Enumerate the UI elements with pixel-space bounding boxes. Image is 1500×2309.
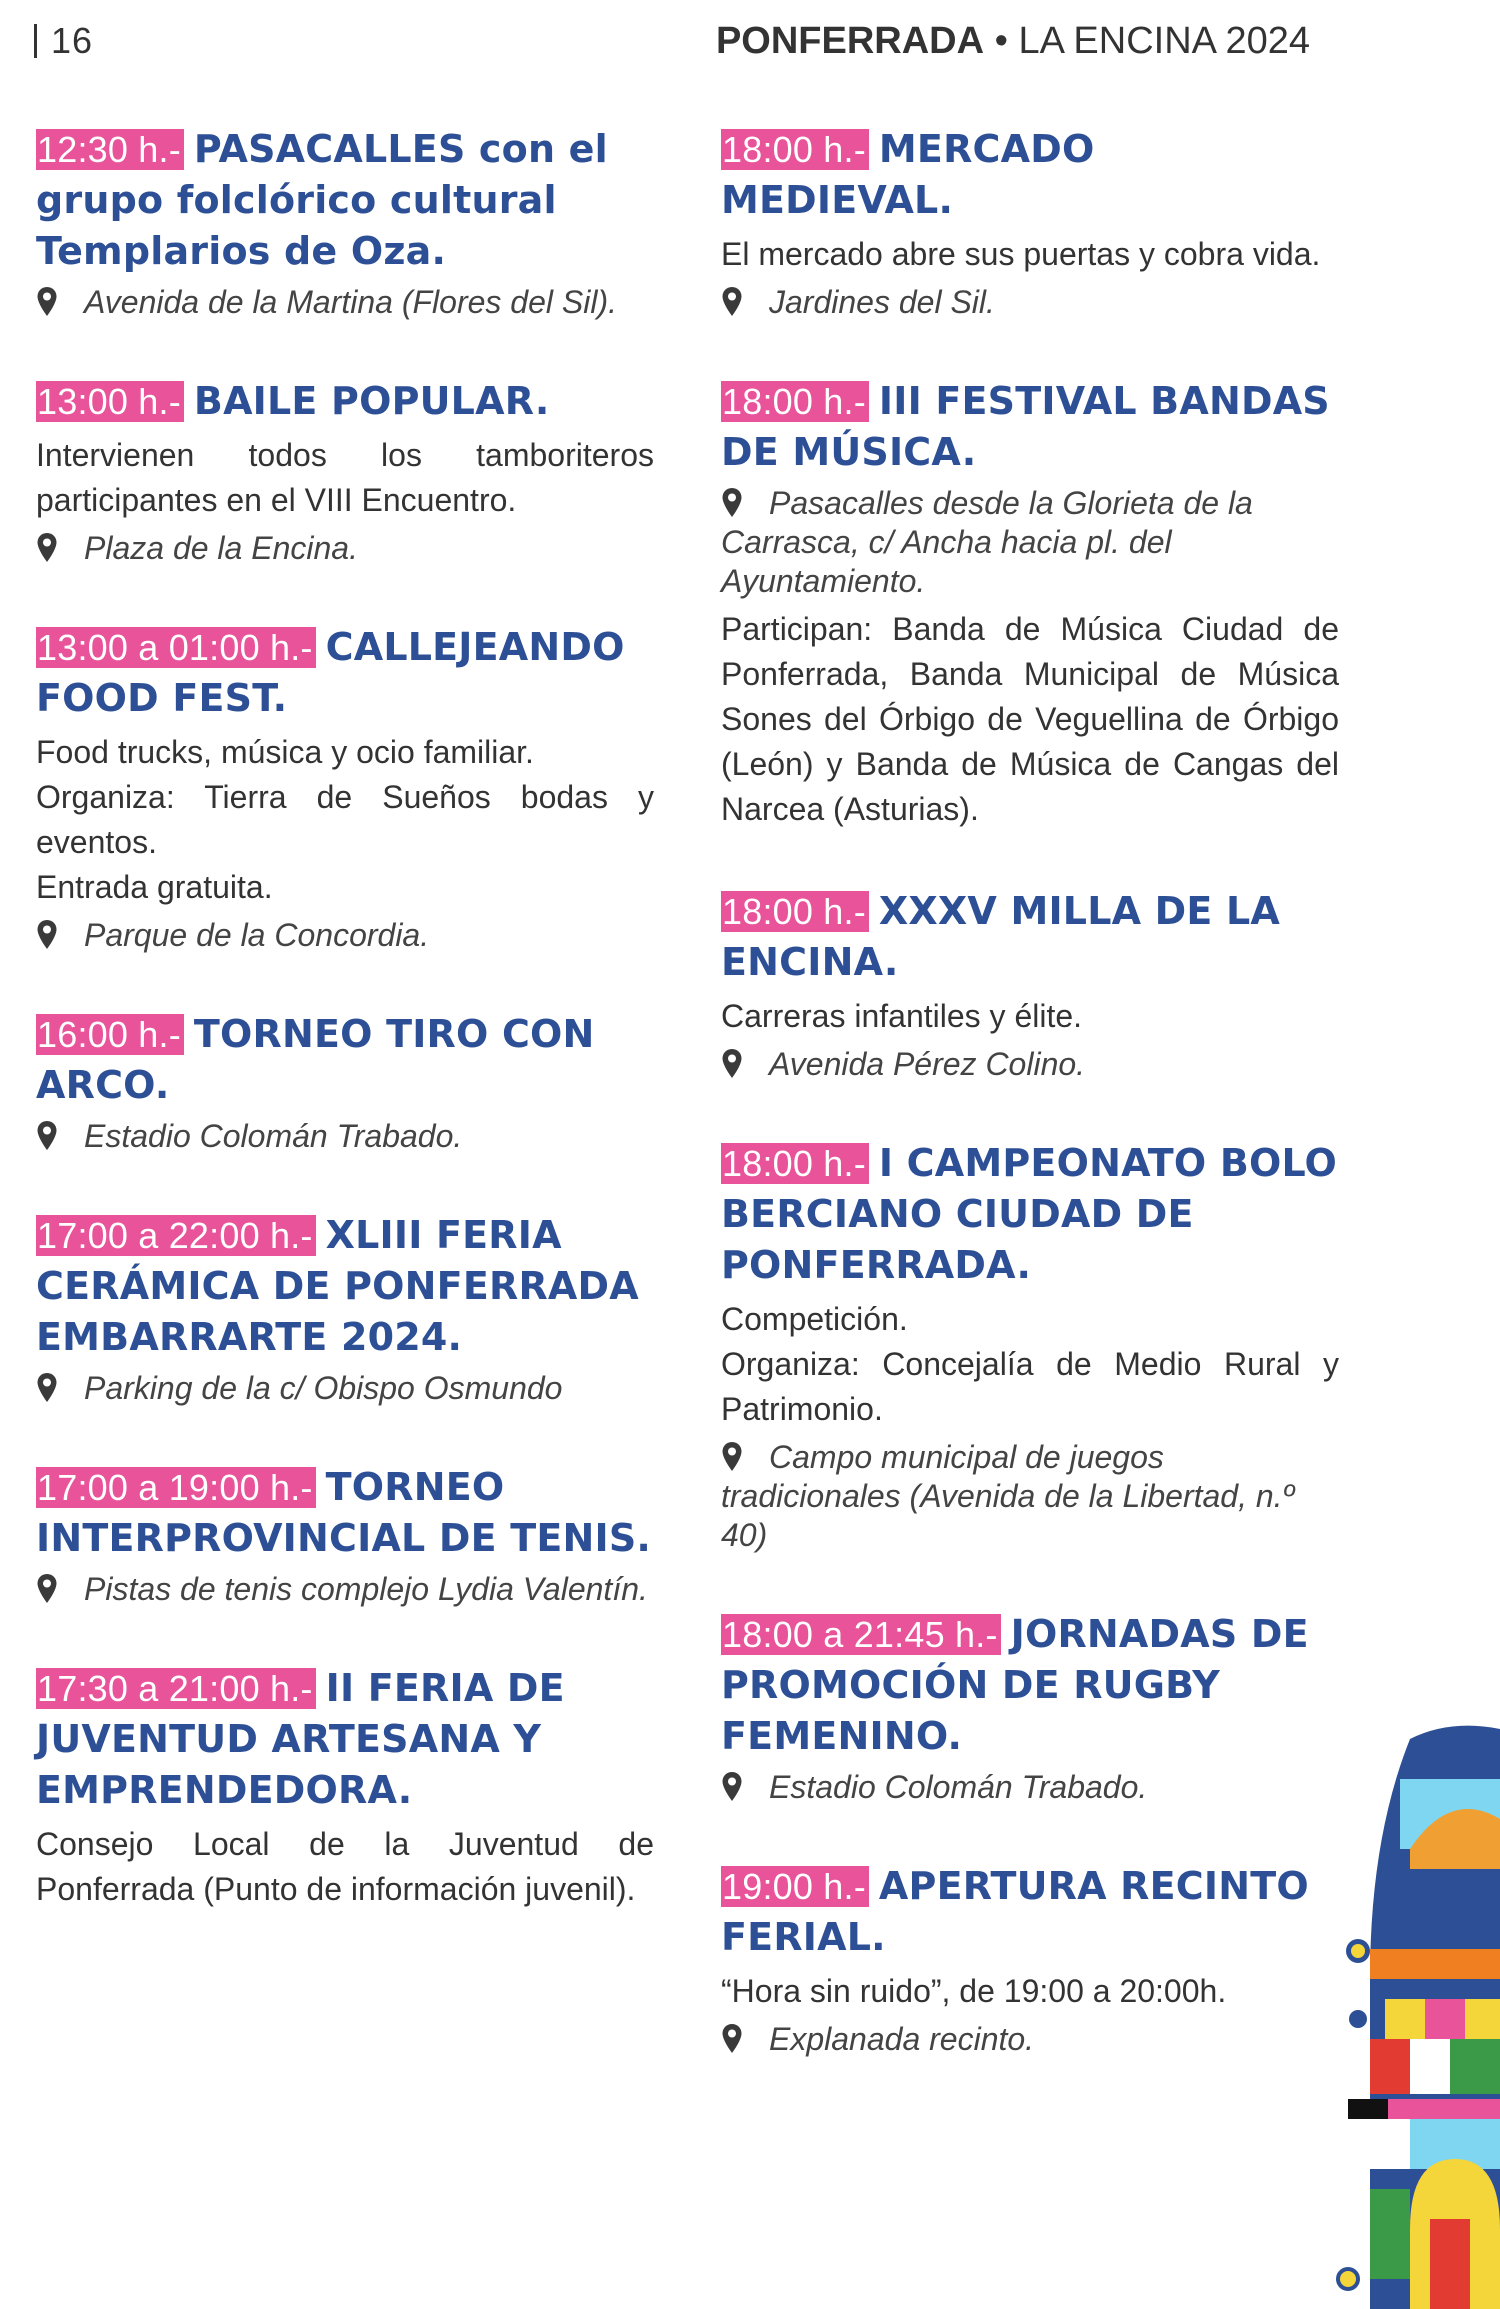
page-title-separator: • xyxy=(984,20,1019,62)
event-description-line: Organiza: Concejalía de Medio Rural y Patrimonio. xyxy=(721,1346,1339,1427)
event-location-text: Avenida Pérez Colino. xyxy=(769,1046,1086,1082)
event-title: TORNEO INTERPROVINCIAL DE TENIS. xyxy=(36,1465,652,1560)
event-description xyxy=(721,1297,1339,1432)
event-time-badge: 18:00 h.- xyxy=(721,129,869,170)
event-time-badge: 13:00 h.- xyxy=(36,381,184,422)
event-location xyxy=(721,1438,1339,1555)
event-location-text: Estadio Colomán Trabado. xyxy=(84,1118,463,1154)
event-location xyxy=(36,283,654,322)
event-heading xyxy=(721,1861,1339,1963)
event-location-text: Parque de la Concordia. xyxy=(84,917,430,953)
event-heading xyxy=(36,124,654,277)
event-item xyxy=(36,1009,654,1156)
location-pin-icon xyxy=(36,919,58,951)
right-column xyxy=(721,124,1339,2113)
event-title: JORNADAS DE PROMOCIÓN DE RUGBY FEMENINO. xyxy=(721,1612,1309,1758)
event-location xyxy=(36,529,654,568)
event-heading xyxy=(721,376,1339,478)
event-location-text: Estadio Colomán Trabado. xyxy=(769,1769,1148,1805)
event-location-text: Plaza de la Encina. xyxy=(84,530,358,566)
event-description xyxy=(36,1822,654,1912)
event-title: MERCADO MEDIEVAL. xyxy=(721,127,1095,222)
event-location xyxy=(721,2020,1339,2059)
event-description-line: Food trucks, música y ocio familiar. xyxy=(36,734,534,770)
event-description-line: “Hora sin ruido”, de 19:00 a 20:00h. xyxy=(721,1973,1227,2009)
location-pin-icon xyxy=(721,487,743,519)
event-item xyxy=(721,886,1339,1084)
event-description xyxy=(721,607,1339,832)
event-item xyxy=(721,124,1339,322)
event-title: BAILE POPULAR. xyxy=(193,379,550,423)
event-heading xyxy=(36,1663,654,1816)
event-description-line: Entrada gratuita. xyxy=(36,869,273,905)
event-location-text: Parking de la c/ Obispo Osmundo xyxy=(84,1370,563,1406)
event-location-text: Explanada recinto. xyxy=(769,2021,1035,2057)
location-pin-icon xyxy=(721,1771,743,1803)
location-pin-icon xyxy=(36,1573,58,1605)
page-title xyxy=(716,20,1310,63)
event-title: III FESTIVAL BANDAS DE MÚSICA. xyxy=(721,379,1330,474)
page-title-event: LA ENCINA 2024 xyxy=(1018,20,1310,62)
location-pin-icon xyxy=(721,1048,743,1080)
event-time-badge: 17:30 a 21:00 h.- xyxy=(36,1668,316,1709)
event-location xyxy=(36,916,654,955)
location-pin-icon xyxy=(721,286,743,318)
event-title: I CAMPEONATO BOLO BERCIANO CIUDAD DE PONFERRADA. xyxy=(721,1141,1338,1287)
event-heading xyxy=(36,1462,654,1564)
event-time-badge: 18:00 a 21:45 h.- xyxy=(721,1614,1001,1655)
location-pin-icon xyxy=(721,1441,743,1473)
event-description-line: Intervienen todos los tamboriteros participantes en el VIII Encuentro. xyxy=(36,437,654,518)
event-time-badge: 18:00 h.- xyxy=(721,891,869,932)
location-pin-icon xyxy=(36,1372,58,1404)
event-item xyxy=(36,622,654,955)
event-title: APERTURA RECINTO FERIAL. xyxy=(721,1864,1309,1959)
event-description-line: Consejo Local de la Juventud de Ponferrada (Punto de información juvenil). xyxy=(36,1826,654,1907)
event-item xyxy=(721,1861,1339,2059)
event-item xyxy=(721,1609,1339,1807)
page-number: 16 xyxy=(34,20,93,62)
event-description-line: Competición. xyxy=(721,1301,908,1337)
event-time-badge: 17:00 a 22:00 h.- xyxy=(36,1215,316,1256)
event-time-badge: 17:00 a 19:00 h.- xyxy=(36,1467,316,1508)
event-heading xyxy=(36,1009,654,1111)
event-time-badge: 16:00 h.- xyxy=(36,1014,184,1055)
event-item xyxy=(36,1462,654,1609)
location-pin-icon xyxy=(721,2023,743,2055)
event-item xyxy=(36,376,654,568)
event-time-badge: 12:30 h.- xyxy=(36,129,184,170)
event-location-text: Jardines del Sil. xyxy=(769,284,995,320)
event-item xyxy=(36,124,654,322)
event-time-badge: 18:00 h.- xyxy=(721,381,869,422)
event-title: CALLEJEANDO FOOD FEST. xyxy=(36,625,625,720)
location-pin-icon xyxy=(36,286,58,318)
event-heading xyxy=(721,1138,1339,1291)
decorative-tower-illustration xyxy=(1330,1719,1500,2309)
event-location-text: Pasacalles desde la Glorieta de la Carrasca, c/ Ancha hacia pl. del Ayuntamiento. xyxy=(721,485,1253,599)
event-heading xyxy=(36,622,654,724)
event-location xyxy=(721,1045,1339,1084)
location-pin-icon xyxy=(36,1120,58,1152)
event-location xyxy=(36,1117,654,1156)
event-time-badge: 13:00 a 01:00 h.- xyxy=(36,627,316,668)
event-title: XLIII FERIA CERÁMICA DE PONFERRADA EMBARRARTE 2024. xyxy=(36,1213,639,1359)
event-time-badge: 18:00 h.- xyxy=(721,1143,869,1184)
event-item xyxy=(36,1210,654,1408)
event-description-line: El mercado abre sus puertas y cobra vida. xyxy=(721,236,1321,272)
event-heading xyxy=(721,1609,1339,1762)
event-location-text: Pistas de tenis complejo Lydia Valentín. xyxy=(84,1571,648,1607)
event-time-badge: 19:00 h.- xyxy=(721,1866,869,1907)
event-item xyxy=(721,376,1339,832)
event-description-line: Carreras infantiles y élite. xyxy=(721,998,1083,1034)
event-item xyxy=(721,1138,1339,1555)
event-heading xyxy=(36,376,654,427)
left-column xyxy=(36,124,654,1966)
event-description xyxy=(721,994,1339,1039)
event-title: XXXV MILLA DE LA ENCINA. xyxy=(721,889,1281,984)
event-description xyxy=(36,433,654,523)
event-location xyxy=(721,1768,1339,1807)
event-description-line: Participan: Banda de Música Ciudad de Ponferrada, Banda Municipal de Música Sones del Órbigo de Veguellina de Órbigo (León) y Banda de Música de Cangas del Narcea (Asturias). xyxy=(721,611,1339,827)
page-header xyxy=(34,14,1310,64)
event-heading xyxy=(36,1210,654,1363)
event-description xyxy=(721,232,1339,277)
event-location xyxy=(36,1369,654,1408)
event-description xyxy=(721,1969,1339,2014)
page-title-city: PONFERRADA xyxy=(715,20,985,62)
event-title: II FERIA DE JUVENTUD ARTESANA Y EMPRENDEDORA. xyxy=(36,1666,565,1812)
event-description-line: Organiza: Tierra de Sueños bodas y eventos. xyxy=(36,779,654,860)
event-location-text: Campo municipal de juegos tradicionales (Avenida de la Libertad, n.º 40) xyxy=(721,1439,1295,1553)
event-title: TORNEO TIRO CON ARCO. xyxy=(36,1012,595,1107)
event-location xyxy=(721,484,1339,601)
event-location xyxy=(721,283,1339,322)
event-heading xyxy=(721,886,1339,988)
event-location xyxy=(36,1570,654,1609)
event-title: PASACALLES con el grupo folclórico cultural Templarios de Oza. xyxy=(36,127,608,273)
event-heading xyxy=(721,124,1339,226)
event-item xyxy=(36,1663,654,1912)
event-location-text: Avenida de la Martina (Flores del Sil). xyxy=(84,284,617,320)
location-pin-icon xyxy=(36,532,58,564)
event-description xyxy=(36,730,654,910)
